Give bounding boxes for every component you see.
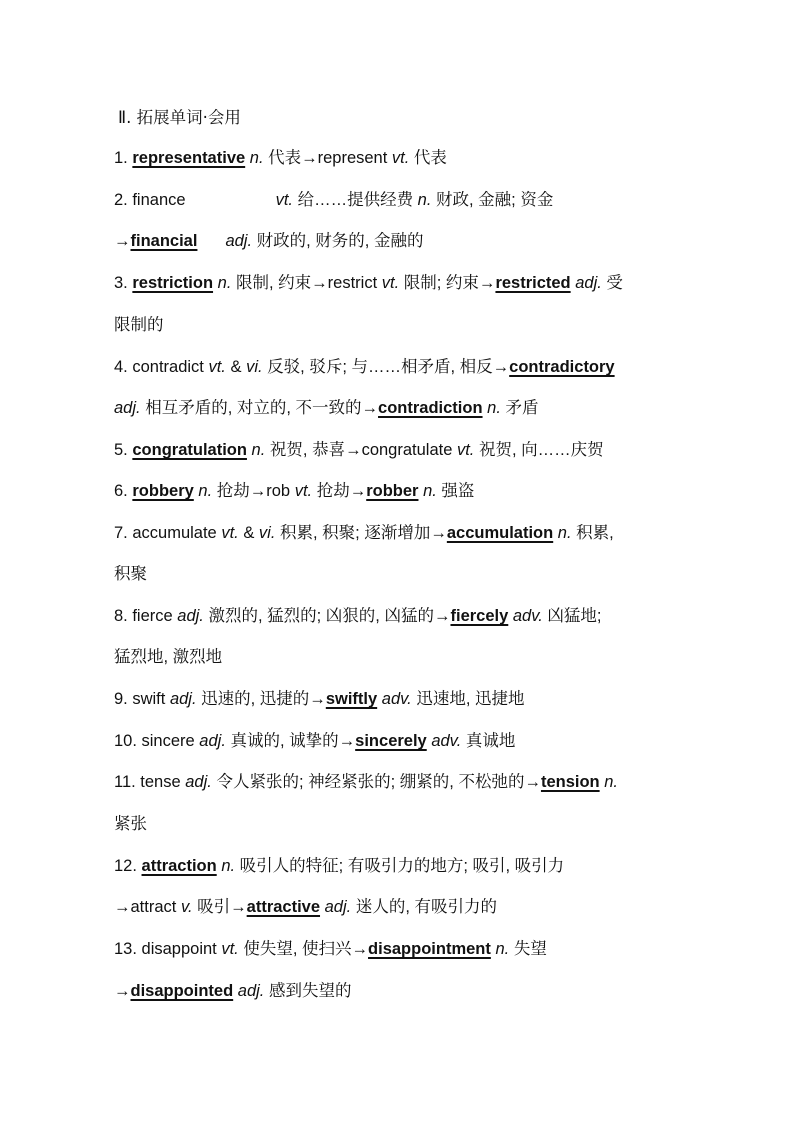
answer-word: disappointment	[368, 940, 491, 958]
line-text: 凶猛地;	[542, 607, 602, 625]
vocab-line	[114, 521, 614, 545]
part-of-speech: adv.	[431, 732, 462, 750]
part-of-speech: n.	[604, 773, 618, 791]
vocab-line	[114, 687, 525, 711]
line-text: 反驳, 驳斥; 与……相矛盾, 相反→	[262, 358, 510, 376]
answer-word: representative	[132, 149, 246, 167]
vocab-line	[114, 479, 474, 503]
line-text: 5.	[114, 441, 133, 459]
line-text: 给……提供经费	[292, 191, 418, 209]
line-text: 受	[601, 274, 623, 292]
answer-word: disappointed	[130, 982, 234, 1000]
part-of-speech: adj.	[177, 607, 204, 625]
vocab-line	[114, 146, 447, 170]
line-text: 4. contradict	[114, 358, 209, 376]
line-text: 1.	[114, 149, 133, 167]
line-text: 猛烈地, 激烈地	[114, 648, 223, 666]
line-text: →	[114, 232, 131, 250]
line-text: 相互矛盾的, 对立的, 不一致的→	[140, 399, 379, 417]
part-of-speech: vt.	[221, 940, 239, 958]
part-of-speech: adv.	[381, 690, 412, 708]
line-text: 强盗	[436, 482, 475, 500]
line-text: 失望	[509, 940, 547, 958]
line-text: 限制; 约束→	[399, 274, 496, 292]
part-of-speech: n.	[423, 482, 437, 500]
part-of-speech: vi.	[258, 524, 276, 542]
answer-word: congratulation	[132, 441, 247, 459]
part-of-speech: adj.	[169, 690, 197, 708]
line-text: 2. finance	[114, 191, 186, 209]
answer-word: robbery	[132, 482, 194, 500]
vocab-line	[114, 604, 602, 628]
vocab-line	[114, 812, 147, 836]
line-text: 抢劫→	[312, 482, 367, 500]
line-text: 6.	[114, 482, 133, 500]
part-of-speech: adj.	[114, 399, 141, 417]
line-text: 代表	[409, 149, 447, 167]
line-text: 积累, 积聚; 逐渐增加→	[275, 524, 447, 542]
part-of-speech: vi.	[246, 358, 263, 376]
answer-word: tension	[540, 773, 600, 791]
part-of-speech: n.	[221, 857, 236, 875]
part-of-speech: vt.	[208, 358, 226, 376]
part-of-speech: adv.	[512, 607, 543, 625]
part-of-speech: vt.	[294, 482, 313, 500]
line-text: 12.	[114, 857, 142, 875]
part-of-speech: n.	[495, 940, 510, 958]
line-text: 祝贺, 恭喜→congratulate	[265, 441, 457, 459]
part-of-speech: adj.	[199, 732, 226, 750]
part-of-speech: n.	[249, 149, 264, 167]
line-text: 8. fierce	[114, 607, 178, 625]
answer-word: restricted	[495, 274, 571, 292]
line-text: 财政, 金融; 资金	[431, 191, 554, 209]
line-text: 吸引人的特征; 有吸引力的地方; 吸引, 吸引力	[235, 857, 565, 875]
part-of-speech: adj.	[237, 982, 265, 1000]
vocab-line	[114, 854, 564, 878]
vocab-line	[114, 729, 515, 753]
part-of-speech: n.	[251, 441, 266, 459]
line-text: 真诚地	[461, 732, 516, 750]
answer-word: robber	[366, 482, 419, 500]
vocab-line	[114, 396, 539, 420]
part-of-speech: vt.	[391, 149, 410, 167]
line-text: &	[238, 524, 259, 542]
part-of-speech: adj.	[324, 898, 352, 916]
line-text: →attract	[114, 898, 181, 916]
part-of-speech: n.	[198, 482, 213, 500]
line-text: 令人紧张的; 神经紧张的; 绷紧的, 不松弛的→	[211, 773, 541, 791]
line-text: 祝贺, 向……庆贺	[474, 441, 604, 459]
part-of-speech: vt.	[381, 274, 400, 292]
part-of-speech: n.	[557, 524, 572, 542]
vocab-line	[114, 937, 547, 961]
part-of-speech: vt.	[221, 524, 239, 542]
vocab-line	[114, 355, 615, 379]
line-text: 真诚的, 诚挚的→	[225, 732, 356, 750]
part-of-speech: n.	[217, 274, 232, 292]
part-of-speech: adj.	[185, 773, 212, 791]
line-text: &	[225, 358, 247, 376]
line-text: 抢劫→rob	[212, 482, 295, 500]
vocab-line	[114, 895, 497, 919]
answer-word: restriction	[132, 274, 214, 292]
answer-word: contradiction	[378, 399, 483, 417]
answer-word: attractive	[246, 898, 321, 916]
line-text: 吸引→	[192, 898, 247, 916]
part-of-speech: n.	[417, 191, 432, 209]
line-text: 限制的	[114, 316, 164, 334]
line-text: 使失望, 使扫兴→	[238, 940, 369, 958]
line-text: 3.	[114, 274, 133, 292]
line-text: 限制, 约束→restrict	[231, 274, 382, 292]
vocab-line	[114, 313, 164, 337]
line-text: 7. accumulate	[114, 524, 222, 542]
line-text: 9. swift	[114, 690, 170, 708]
answer-word: attraction	[141, 857, 217, 875]
vocab-line	[114, 271, 623, 295]
line-text: →	[114, 982, 131, 1000]
vocab-line	[114, 188, 553, 212]
line-text: 11. tense	[114, 773, 186, 791]
answer-word: swiftly	[325, 690, 378, 708]
line-text: 积聚	[114, 565, 147, 583]
part-of-speech: v.	[180, 898, 193, 916]
line-text: 矛盾	[500, 399, 539, 417]
line-text: 迅速的, 迅捷的→	[196, 690, 326, 708]
part-of-speech: adj.	[225, 232, 253, 250]
line-text: 积累,	[571, 524, 614, 542]
line-text: 迷人的, 有吸引力的	[351, 898, 497, 916]
answer-word: financial	[130, 232, 198, 250]
answer-word: sincerely	[355, 732, 427, 750]
vocab-line	[114, 645, 222, 669]
part-of-speech: vt.	[456, 441, 475, 459]
line-text: 感到失望的	[264, 982, 352, 1000]
vocab-line	[114, 770, 618, 794]
section-heading: Ⅱ. 拓展单词·会用	[118, 108, 241, 127]
line-text: 紧张	[114, 815, 147, 833]
answer-word: fiercely	[450, 607, 509, 625]
vocab-line	[114, 979, 351, 1003]
vocab-line	[114, 438, 604, 462]
line-text: 激烈的, 猛烈的; 凶狠的, 凶猛的→	[203, 607, 451, 625]
part-of-speech: n.	[487, 399, 501, 417]
answer-word: contradictory	[509, 358, 615, 376]
answer-word: accumulation	[446, 524, 554, 542]
vocab-line	[114, 229, 423, 253]
line-text: 代表→represent	[263, 149, 392, 167]
vocab-line	[114, 562, 147, 586]
line-text: 迅速地, 迅捷地	[411, 690, 525, 708]
part-of-speech: adj.	[575, 274, 602, 292]
line-text: 13. disappoint	[114, 940, 222, 958]
line-text: 10. sincere	[114, 732, 200, 750]
part-of-speech: vt.	[275, 191, 293, 209]
line-text: 财政的, 财务的, 金融的	[252, 232, 424, 250]
